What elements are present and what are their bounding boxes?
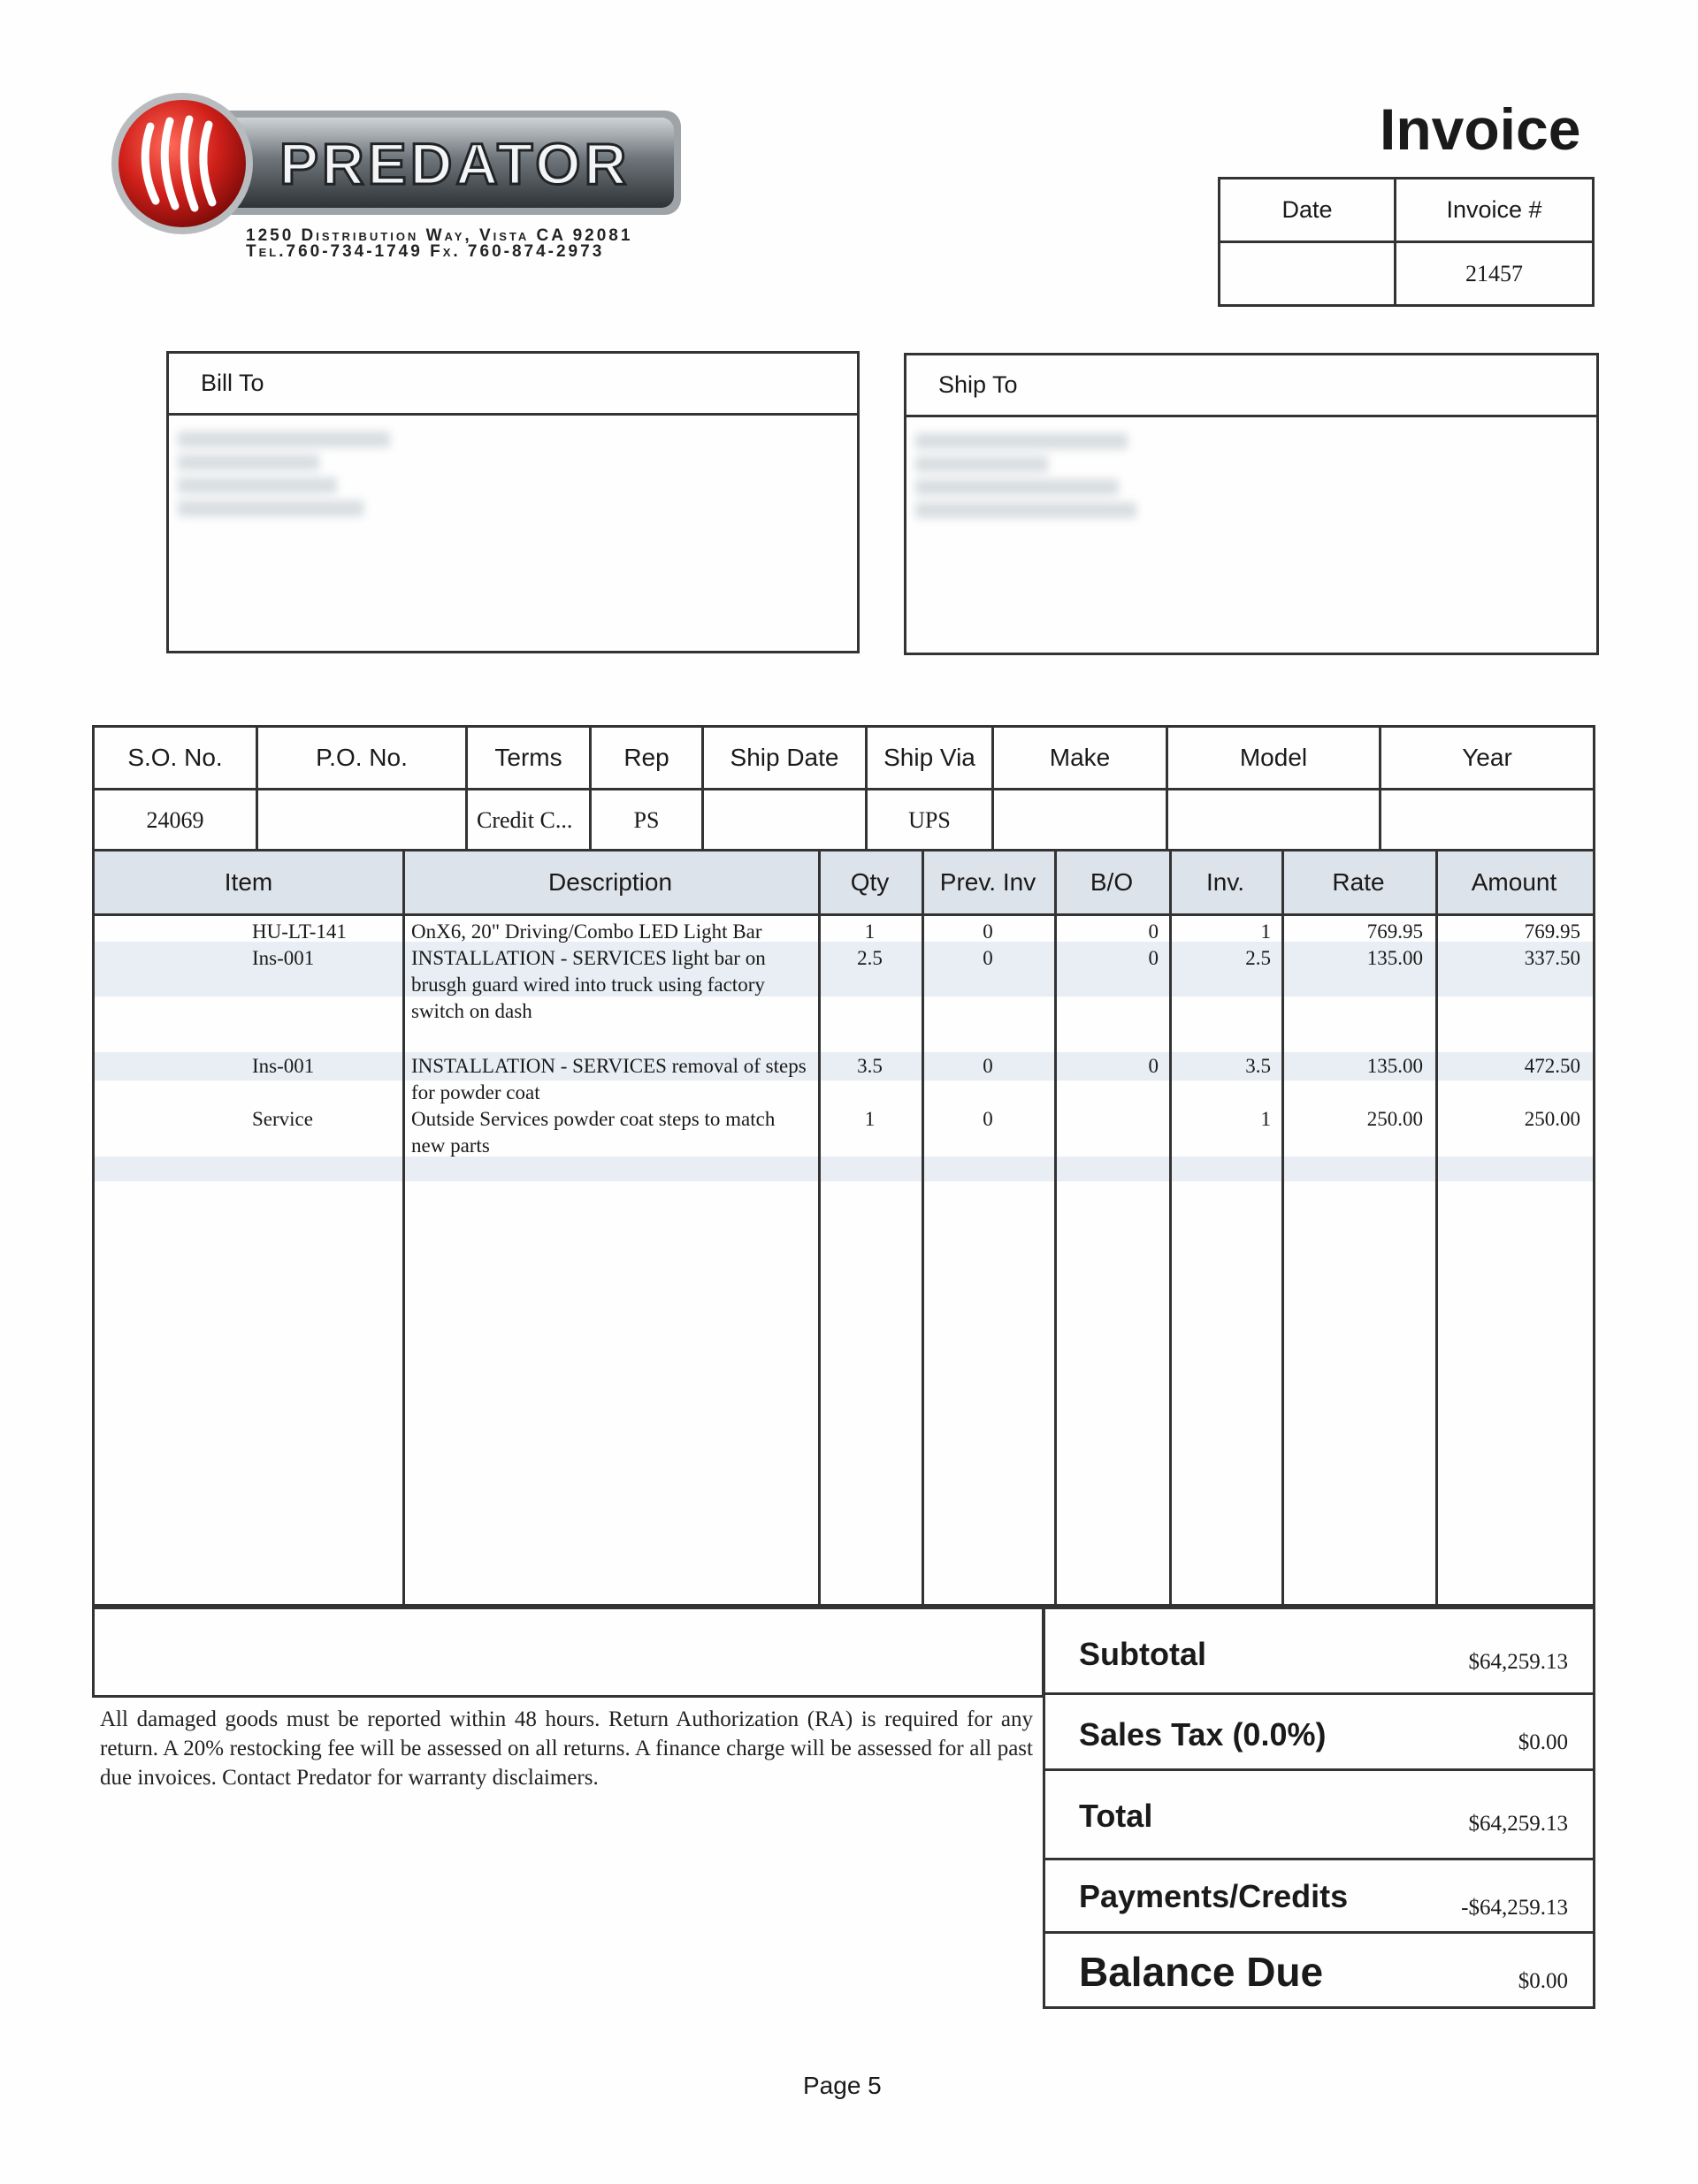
item-inv: 3.5	[1245, 1055, 1271, 1077]
item-bo: 0	[1148, 1055, 1159, 1077]
subtotal-row	[1043, 1607, 1595, 1695]
item-rate: 135.00	[1366, 1055, 1423, 1077]
sales-tax-label: Sales Tax (0.0%)	[1079, 1716, 1327, 1753]
model-label: Model	[1167, 727, 1381, 790]
item-amount: 769.95	[1524, 920, 1580, 943]
ship-to-redacted	[906, 417, 1596, 518]
year-value	[1381, 790, 1595, 852]
po-number-value	[257, 790, 467, 852]
page-number: Page 5	[803, 2072, 882, 2099]
item-description: INSTALLATION - SERVICES removal of steps for powder coat	[411, 1055, 807, 1103]
terms-value: Credit C...	[467, 790, 591, 852]
ship-to-box	[904, 353, 1599, 655]
item-code: Ins-001	[252, 947, 315, 969]
item-code: Ins-001	[252, 1055, 315, 1077]
address-line: 1250 Distribution Way, Vista CA 92081	[246, 226, 633, 245]
ship-via-value: UPS	[867, 790, 993, 852]
po-number-label: P.O. No.	[257, 727, 467, 790]
rep-label: Rep	[591, 727, 703, 790]
row-band	[95, 1157, 1593, 1181]
make-label: Make	[993, 727, 1167, 790]
notes-box	[92, 1607, 1044, 1698]
item-bo: 0	[1148, 920, 1159, 943]
qty-header: Qty	[850, 868, 890, 896]
sales-tax-value: $0.00	[1518, 1730, 1568, 1754]
date-value	[1220, 242, 1396, 306]
line-items-table	[92, 849, 1595, 1607]
description-header: Description	[547, 868, 673, 896]
item-header: Item	[224, 868, 273, 896]
logo-text: PREDATOR	[279, 131, 631, 196]
ship-date-value	[703, 790, 867, 852]
payments-row	[1043, 1858, 1595, 1934]
column-divider	[402, 851, 405, 1604]
item-bo: 0	[1148, 947, 1159, 969]
item-amount: 337.50	[1524, 947, 1580, 969]
rep-value: PS	[591, 790, 703, 852]
invoice-number-label: Invoice #	[1396, 179, 1594, 242]
make-value	[993, 790, 1167, 852]
payments-value: -$64,259.13	[1461, 1896, 1568, 1920]
sales-tax-row	[1043, 1692, 1595, 1771]
item-inv: 2.5	[1245, 947, 1271, 969]
item-code: HU-LT-141	[252, 920, 347, 943]
item-description: INSTALLATION - SERVICES light bar on brusgh guard wired into truck using factory switch on dash	[411, 947, 766, 1022]
rate-header: Rate	[1332, 868, 1385, 896]
item-qty: 1	[864, 1108, 876, 1130]
prev-inv-header: Prev. Inv	[939, 868, 1036, 896]
balance-due-label: Balance Due	[1079, 1949, 1324, 1995]
item-qty: 3.5	[857, 1055, 883, 1077]
so-number-label: S.O. No.	[94, 727, 257, 790]
item-rate: 769.95	[1366, 920, 1423, 943]
amount-header: Amount	[1471, 868, 1557, 896]
model-value	[1167, 790, 1381, 852]
item-prev-inv: 0	[983, 920, 993, 943]
item-inv: 1	[1260, 1108, 1271, 1130]
item-description: Outside Services powder coat steps to match new parts	[411, 1108, 776, 1157]
bill-to-label: Bill To	[169, 354, 857, 416]
company-address	[246, 228, 632, 260]
total-value: $64,259.13	[1468, 1812, 1568, 1836]
total-row	[1043, 1768, 1595, 1860]
phone-line: Tel.760-734-1749 Fx. 760-874-2973	[246, 242, 605, 261]
date-label: Date	[1220, 179, 1396, 242]
ship-date-label: Ship Date	[703, 727, 867, 790]
balance-due-value: $0.00	[1518, 1969, 1568, 1993]
total-label: Total	[1079, 1798, 1153, 1834]
ship-to-label: Ship To	[906, 355, 1596, 417]
bo-header: B/O	[1090, 868, 1134, 896]
terms-label: Terms	[467, 727, 591, 790]
bill-to-box	[166, 351, 860, 653]
item-rate: 250.00	[1366, 1108, 1423, 1130]
invoice-header-table	[1218, 177, 1595, 307]
subtotal-value: $64,259.13	[1468, 1650, 1568, 1674]
item-prev-inv: 0	[983, 1055, 993, 1077]
inv-header: Inv.	[1205, 868, 1245, 896]
document-title: Invoice	[1380, 96, 1581, 162]
year-label: Year	[1381, 727, 1595, 790]
item-rate: 135.00	[1366, 947, 1423, 969]
item-prev-inv: 0	[983, 947, 993, 969]
item-amount: 250.00	[1524, 1108, 1580, 1130]
item-code: Service	[252, 1108, 313, 1130]
item-description: OnX6, 20" Driving/Combo LED Light Bar	[411, 920, 762, 943]
item-prev-inv: 0	[983, 1108, 993, 1130]
subtotal-label: Subtotal	[1079, 1636, 1206, 1672]
item-qty: 1	[864, 920, 876, 943]
item-qty: 2.5	[857, 947, 883, 969]
ship-via-label: Ship Via	[867, 727, 993, 790]
order-info-table	[92, 725, 1595, 853]
item-inv: 1	[1260, 920, 1271, 943]
invoice-number-value: 21457	[1396, 242, 1594, 306]
item-amount: 472.50	[1524, 1055, 1580, 1077]
terms-text: All damaged goods must be reported within 48 hours. Return Authorization (RA) is required for any return. A 20% restocking fee will be assessed on all returns. A finance charge will be assessed for all past due invoices. Contact Predator for warranty disclaimers.	[100, 1707, 1033, 1790]
line-items-header	[95, 851, 1593, 916]
bill-to-redacted	[169, 416, 857, 516]
payments-label: Payments/Credits	[1079, 1878, 1349, 1914]
so-number-value: 24069	[94, 790, 257, 852]
balance-due-row	[1043, 1931, 1595, 2009]
